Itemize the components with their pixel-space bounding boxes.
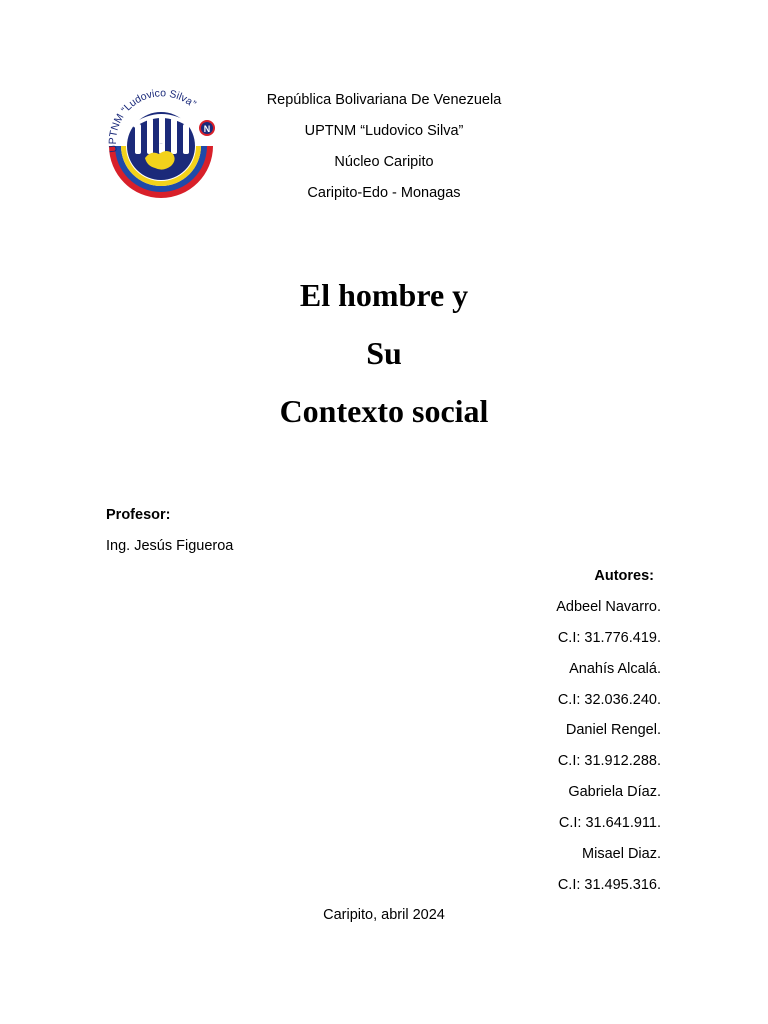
place-date: Caripito, abril 2024 [323,907,445,923]
author-ci: C.I: 31.641.911. [558,815,661,831]
header-campus: Núcleo Caripito [334,154,434,170]
title-line-2: Su [366,335,402,371]
author-name: Daniel Rengel. [565,722,661,738]
logo-arc-text: UPTNM “Ludovico Silva” [106,88,199,154]
header-location: Caripito-Edo - Monagas [307,185,461,201]
title-line-1: El hombre y [299,277,469,313]
author-ci: C.I: 32.036.240. [557,692,661,708]
logo-monogram: PTTS [159,144,163,145]
author-ci: C.I: 31.912.288. [557,753,661,769]
author-name: Anahís Alcalá. [569,661,661,677]
header-country: República Bolivariana De Venezuela [266,92,502,108]
author-name: Misael Diaz. [582,846,661,862]
authors-label: Autores: [594,568,654,584]
university-logo [103,88,221,202]
professor-label: Profesor: [106,507,171,523]
title-line-3: Contexto social [279,393,489,429]
author-name: Gabriela Díaz. [568,784,661,800]
author-ci: C.I: 31.776.419. [557,630,661,646]
author-name: Adbeel Navarro. [556,599,661,615]
author-ci: C.I: 31.495.316. [557,877,661,893]
professor-name: Ing. Jesús Figueroa [106,538,234,554]
header-institution: UPTNM “Ludovico Silva” [304,123,464,139]
badge-letter: N [203,124,211,134]
